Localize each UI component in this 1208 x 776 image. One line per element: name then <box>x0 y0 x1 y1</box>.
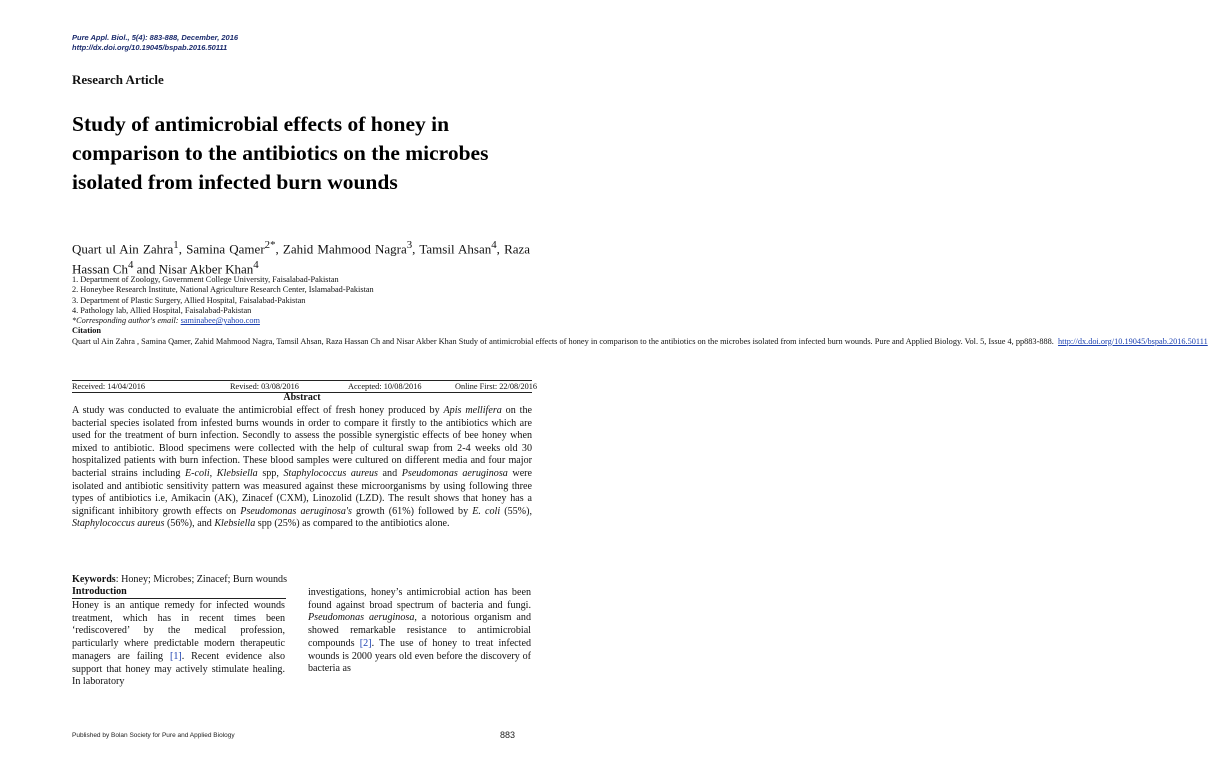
author-separator: and <box>133 261 159 277</box>
author-separator: , <box>496 241 505 257</box>
keywords-text: : Honey; Microbes; Zinacef; Burn wounds <box>115 574 288 585</box>
corresponding-author <box>72 316 532 326</box>
affiliation: 3. Department of Plastic Surgery, Allied Hospital, Faisalabad-Pakistan <box>72 295 306 305</box>
author-affil: 4 <box>253 259 259 272</box>
author-affil: 2* <box>264 239 276 251</box>
intro-column-right: investigations, honey’s antimicrobial action has been found against broad spectrum of bacteria and fungi. Pseudomonas aeruginosa, a notorious organism and showed remarkable resistance to antimicrobial compounds [2]. The use of honey to treat infected wounds is 2000 years old even before the discovery of bacteria as <box>308 587 531 675</box>
revised-date: Revised: 03/08/2016 <box>230 382 299 391</box>
author-separator: , <box>412 241 420 257</box>
journal-doi-link[interactable]: http://dx.doi.org/10.19045/bspab.2016.50111 <box>72 43 228 52</box>
author-affil: 4 <box>127 259 134 272</box>
affiliation: 1. Department of Zoology, Government College University, Faisalabad-Pakistan <box>72 275 339 284</box>
section-divider <box>72 598 286 599</box>
citation-text <box>72 336 1208 347</box>
citation-body: Quart ul Ain Zahra , Samina Qamer, Zahid Mahmood Nagra, Tamsil Ahsan, Raza Hassan Ch and Nisar Akber Khan Study of antimicrobial effects of honey in comparison to the antibiotics on the microbes isolated from infected burn wounds. Pure and Applied Biology. Vol. 5, Issue 4, pp883-888. <box>72 336 1054 346</box>
online-date: Online First: 22/08/2016 <box>455 382 538 391</box>
author-affil: 1 <box>173 239 179 251</box>
introduction-heading: Introduction <box>72 586 127 597</box>
author-list <box>72 237 530 278</box>
keywords <box>72 574 532 587</box>
author: Zahid Mahmood Nagra <box>282 241 407 257</box>
author-separator: , <box>178 241 187 257</box>
email-link[interactable]: saminabee@yahoo.com <box>180 316 260 326</box>
journal-citation-line: Pure Appl. Biol., 5(4): 883-888, December, 2016 <box>72 33 239 42</box>
abstract-heading: Abstract <box>283 392 321 403</box>
author: Tamsil Ahsan <box>419 241 492 257</box>
author: Nisar Akber Khan <box>158 261 254 277</box>
author: Samina Qamer <box>186 241 265 257</box>
affiliations <box>72 275 1208 347</box>
paper-title: Study of antimicrobial effects of honey in comparison to the antibiotics on the microbes isolated from infected burn wounds <box>72 112 489 194</box>
author: Quart ul Ain Zahra <box>72 241 174 257</box>
abstract-body: A study was conducted to evaluate the antimicrobial effect of fresh honey produced by Apis mellifera on the bacterial species isolated from infested burns wounds in order to compare it firstly to the antibiotics which are used for the treatment of burn infection. Secondly to assess the possible synergistic effects of bee honey when mixed to antibiotic. Blood specimens were collected with the help of cultural swap from 2-4 weeks old 30 hospitalized patients with burn infection. These blood samples were cultured on different media and four major bacterial strains including E-coli, Klebsiella spp, Staphylococcus aureus and Pseudomonas aeruginosa were isolated and antibiotic sensitivity pattern was measured against these microorganisms by using following three types of antibiotics i.e, Amikacin (AK), Zinacef (CXM), Linozolid (LZD). The result shows that honey has a significant inhibitory growth effects on Pseudomonas aeruginosa's growth (61%) followed by E. coli (55%), Staphylococcus aureus (56%), and Klebsiella spp (25%) as compared to the antibiotics alone. <box>72 405 533 530</box>
article-type: Research Article <box>72 72 164 87</box>
received-date: Received: 14/04/2016 <box>72 382 146 391</box>
citation-doi-link[interactable]: http://dx.doi.org/10.19045/bspab.2016.50111 <box>1058 336 1208 346</box>
author-affil: 4 <box>491 239 497 251</box>
corresponding-label: *Corresponding author's email: <box>72 316 181 326</box>
journal-header <box>72 33 238 53</box>
keywords-label: Keywords <box>72 574 116 585</box>
page-number: 883 <box>500 730 516 740</box>
citation-label: Citation <box>72 326 102 336</box>
reference-link[interactable]: [2] <box>359 637 372 649</box>
publisher-footer: Published by Bolan Society for Pure and Applied Biology <box>72 732 235 739</box>
author-affil: 3 <box>406 239 413 251</box>
affiliation: 2. Honeybee Research Institute, National Agriculture Research Center, Islamabad-Pakistan <box>72 285 374 295</box>
accepted-date: Accepted: 10/08/2016 <box>348 382 422 391</box>
intro-column-left: Honey is an antique remedy for infected wounds treatment, which has in recent times been ‘rediscovered’ by the medical profession, particularly where predictable modern therapeutic managers are failing [1]. Recent evidence also support that honey may actively stimulate healing. In laboratory <box>72 600 286 688</box>
reference-link[interactable]: [1] <box>169 650 182 662</box>
author-separator: , <box>275 241 283 257</box>
author: Raza Hassan Ch <box>72 241 531 277</box>
affiliation: 4. Pathology lab, Allied Hospital, Faisalabad-Pakistan <box>72 305 252 315</box>
